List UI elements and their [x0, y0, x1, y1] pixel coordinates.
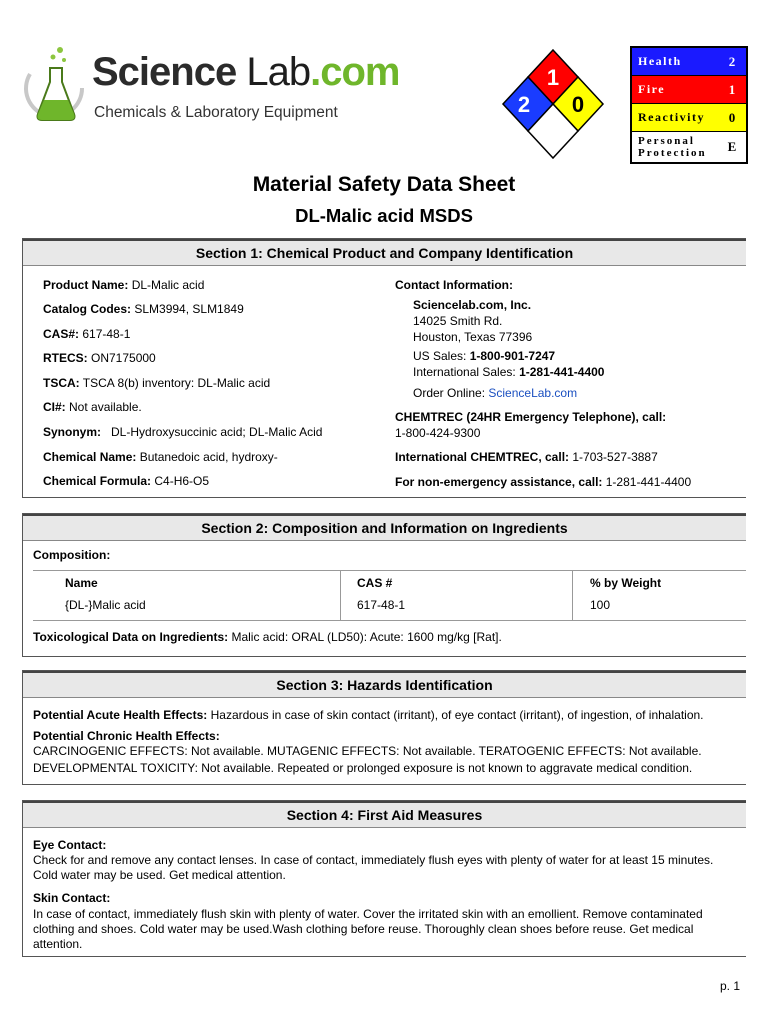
chemtrec-phone: 1-800-424-9300 — [395, 426, 481, 440]
international-sales: International Sales: 1-281-441-4400 — [413, 365, 605, 379]
cas-field: CAS#: 617-48-1 — [43, 327, 131, 341]
hazard-row-health — [632, 48, 746, 76]
sciencelab-link[interactable]: ScienceLab.com — [488, 386, 578, 400]
hazard-label: Reactivity — [638, 110, 705, 124]
hazard-value: 2 — [728, 53, 736, 69]
table-divider — [572, 570, 573, 620]
chronic-line-2: DEVELOPMENTAL TOXICITY: Not available. Repeated or prolonged exposure is not known to aggravate medical condition. — [33, 761, 693, 775]
section-header: Section 2: Composition and Information on Ingredients — [23, 514, 746, 541]
nfpa-diamond-icon — [498, 46, 608, 164]
chemical-formula-field: Chemical Formula: C4-H6-O5 — [43, 474, 210, 488]
section-header: Section 4: First Aid Measures — [23, 801, 746, 828]
nfpa-health-value: 2 — [517, 92, 531, 117]
rtecs-field: RTECS: ON7175000 — [43, 351, 156, 365]
logo-wordmark: Science Lab.com — [92, 50, 400, 94]
hazard-row-reactivity — [632, 104, 746, 132]
chemtrec-label: CHEMTREC (24HR Emergency Telephone), call: — [395, 410, 667, 424]
flask-logo-icon — [20, 44, 90, 124]
hazard-value: E — [727, 139, 737, 154]
section-header: Section 3: Hazards Identification — [23, 671, 746, 698]
eye-contact-text: Check for and remove any contact lenses. In case of contact, immediately flush eyes with plenty of water for at least 15 minutes. Cold water may be used. Get medical attention. — [33, 853, 714, 882]
table-divider — [33, 570, 746, 571]
intl-chemtrec: International CHEMTREC, call: 1-703-527-3887 — [395, 450, 658, 464]
table-cell: {DL-}Malic acid — [65, 598, 146, 612]
hazard-value: 1 — [728, 81, 736, 97]
column-header-weight: % by Weight — [590, 576, 662, 590]
table-divider — [340, 570, 341, 620]
company-name: Sciencelab.com, Inc. — [413, 298, 532, 312]
non-emergency: For non-emergency assistance, call: 1-281-441-4400 — [395, 475, 692, 489]
contact-heading: Contact Information: — [395, 278, 513, 292]
column-header-name: Name — [65, 576, 98, 590]
hazard-label: Personal Protection — [638, 135, 707, 159]
skin-contact-text: In case of contact, immediately flush skin with plenty of water. Cover the irritated skin with an emollient. Remove contaminated clothing and shoes. Cold water may be used.Wash clothing before reuse. Thoroughly clean shoes before reuse. Get medical attention. — [33, 907, 703, 951]
ci-field: CI#: Not available. — [43, 400, 142, 414]
acute-health-effects: Potential Acute Health Effects: Hazardous in case of skin contact (irritant), of eye contact (irritant), of ingestion, of inhalation. — [33, 708, 704, 722]
nfpa-fire-value: 1 — [546, 65, 560, 90]
eye-contact-label: Eye Contact: — [33, 838, 107, 852]
hazard-label: Fire — [638, 82, 666, 96]
section-header: Section 1: Chemical Product and Company Identification — [23, 239, 746, 266]
hazard-rating-table — [630, 46, 748, 164]
hazard-row-fire — [632, 76, 746, 104]
composition-label: Composition: — [33, 548, 111, 562]
chronic-line-1: CARCINOGENIC EFFECTS: Not available. MUTAGENIC EFFECTS: Not available. TERATOGENIC EFFECTS: Not available. — [33, 744, 702, 758]
catalog-codes-field: Catalog Codes: SLM3994, SLM1849 — [43, 302, 244, 316]
table-cell: 617-48-1 — [357, 598, 406, 612]
nfpa-reactivity-value: 0 — [571, 92, 585, 117]
tsca-field: TSCA: TSCA 8(b) inventory: DL-Malic acid — [43, 376, 271, 390]
logo-tagline: Chemicals & Laboratory Equipment — [94, 104, 338, 121]
toxicological-data: Toxicological Data on Ingredients: Malic acid: ORAL (LD50): Acute: 1600 mg/kg [Rat]. — [33, 630, 502, 644]
chronic-health-label: Potential Chronic Health Effects: — [33, 729, 220, 743]
column-header-cas: CAS # — [357, 576, 393, 590]
hazard-row-personal-protection — [632, 132, 746, 162]
document-title: Material Safety Data Sheet — [252, 173, 516, 196]
order-online: Order Online: ScienceLab.com — [413, 386, 578, 400]
table-divider — [33, 620, 746, 621]
page-number: p. 1 — [720, 979, 741, 993]
synonym-field: Synonym: DL-Hydroxysuccinic acid; DL-Malic Acid — [43, 425, 323, 439]
table-cell: 100 — [590, 598, 611, 612]
address-line-2: Houston, Texas 77396 — [413, 330, 533, 344]
hazard-label: Health — [638, 54, 682, 68]
chemical-name-field: Chemical Name: Butanedoic acid, hydroxy- — [43, 450, 278, 464]
document-subtitle: DL-Malic acid MSDS — [295, 205, 473, 226]
product-name-field: Product Name: DL-Malic acid — [43, 278, 205, 292]
hazard-value: 0 — [728, 109, 736, 125]
skin-contact-label: Skin Contact: — [33, 891, 111, 905]
address-line-1: 14025 Smith Rd. — [413, 314, 503, 328]
us-sales: US Sales: 1-800-901-7247 — [413, 349, 556, 363]
